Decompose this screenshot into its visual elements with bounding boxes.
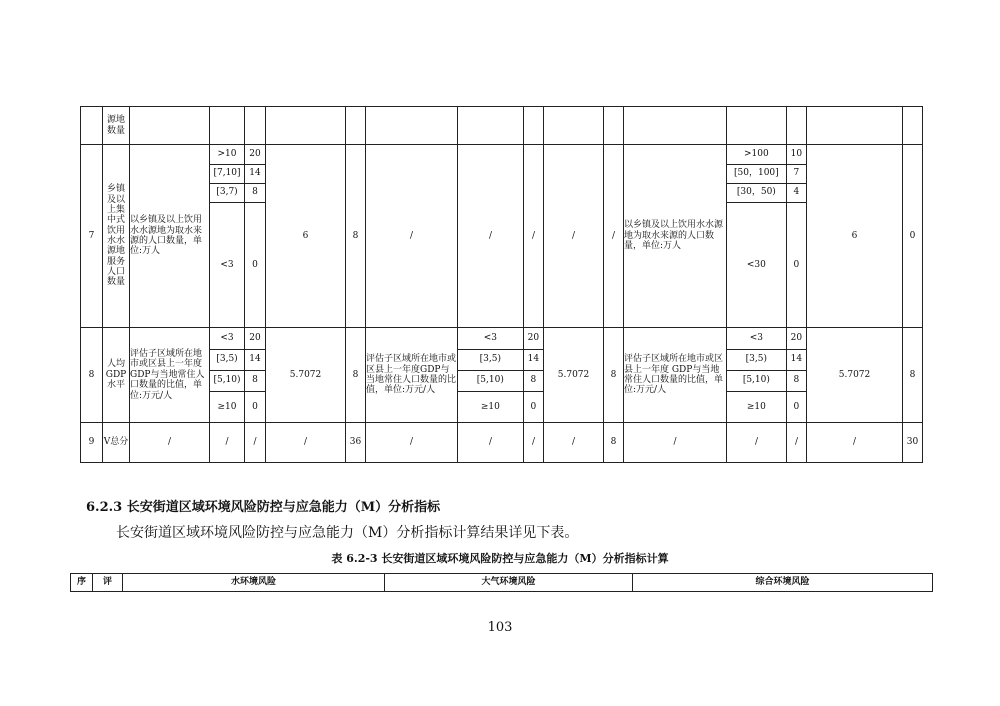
table-row [81,107,923,145]
row-number: 7 [81,145,103,328]
description-cell: 评估子区域所在地市或区县上一年度 GDP与当地常住人口数量的比值，单位:万元/人 [624,328,727,423]
m-indicator-table-header [70,573,933,592]
description-cell: 评估子区域所在地市或区县上一年度GDP与当地常住人口数量的比值，单位:万元/人 [366,328,458,423]
section-heading: 6.2.3 长安街道区域环境风险防控与应急能力（M）分析指标 [86,500,441,515]
header-cell: 序 [71,574,93,592]
value-cell: 6 [807,145,903,328]
range-subtable: <3 20 [3,5) 14 [5,10) 8 ≥10 0 [458,328,543,422]
description-cell: 评估子区域所在地市或区县上一年度GDP与当地常住人口数量的比值，单位:万元/人 [130,328,210,423]
total-score-cell: 36 [346,423,366,463]
indicator-name-cell: V总分 [103,423,130,463]
table-row: 7 乡镇及以上集中式饮用水水源地服务人口数量 以乡镇及以上饮用水水源地为取水来源的人口数量，单位:万人 >10 20 [7,10] 14 [3,7) 8 <3 0 6 8 / / / / / 以乡镇及以上饮用水水源地为取水来源的人口数量，单位:万人 >100 10 [50，100] 7 [30，50) 4 <30 0 6 0 [81,145,923,328]
score-cell: 0 [903,145,923,328]
value-cell: 6 [266,145,346,328]
row-number: 9 [81,423,103,463]
value-cell: 5.7072 [807,328,903,423]
row-number: 8 [81,328,103,423]
table-caption: 表 6.2-3 长安街道区域环境风险防控与应急能力（M）分析指标计算 [331,552,669,565]
header-cell: 水环境风险 [123,574,385,592]
header-cell: 综合环境风险 [633,574,933,592]
body-paragraph: 长安街道区域环境风险防控与应急能力（M）分析指标计算结果详见下表。 [116,525,579,541]
table-row [81,328,923,423]
indicator-name-cell: 人均GDP水平 [103,328,130,423]
description-cell: 以乡镇及以上饮用水水源地为取水来源的人口数量，单位:万人 [624,145,727,328]
score-cell: 8 [346,328,366,423]
indicator-name-cell: 乡镇及以上集中式饮用水水源地服务人口数量 [103,145,130,328]
score-cell: 8 [903,328,923,423]
range-subtable: <3 20 [3,5) 14 [5,10) 8 ≥10 0 [727,328,806,422]
header-cell: 大气环境风险 [385,574,633,592]
total-score-cell: 30 [903,423,923,463]
indicator-table [80,106,923,463]
table-header-row [71,574,933,592]
score-cell: 8 [604,328,624,423]
total-score-cell: 8 [604,423,624,463]
description-cell: 以乡镇及以上饮用水水源地为取水来源的人口数量，单位:万人 [130,145,210,328]
value-cell: 5.7072 [544,328,604,423]
indicator-name-cell: 源地数量 [103,107,130,145]
range-subtable: <3 20 [3,5) 14 [5,10) 8 ≥10 0 [210,328,265,422]
table-row: 9 V总分 / / / / 36 / / / / 8 / / / / 30 [81,423,923,463]
score-cell: 8 [346,145,366,328]
page-number: 103 [487,620,513,635]
header-cell: 评 [93,574,123,592]
range-subtable: >10 20 [7,10] 14 [3,7) 8 <3 0 [210,145,265,327]
range-subtable: >100 10 [50，100] 7 [30，50) 4 <30 0 [727,145,806,327]
value-cell: 5.7072 [266,328,346,423]
